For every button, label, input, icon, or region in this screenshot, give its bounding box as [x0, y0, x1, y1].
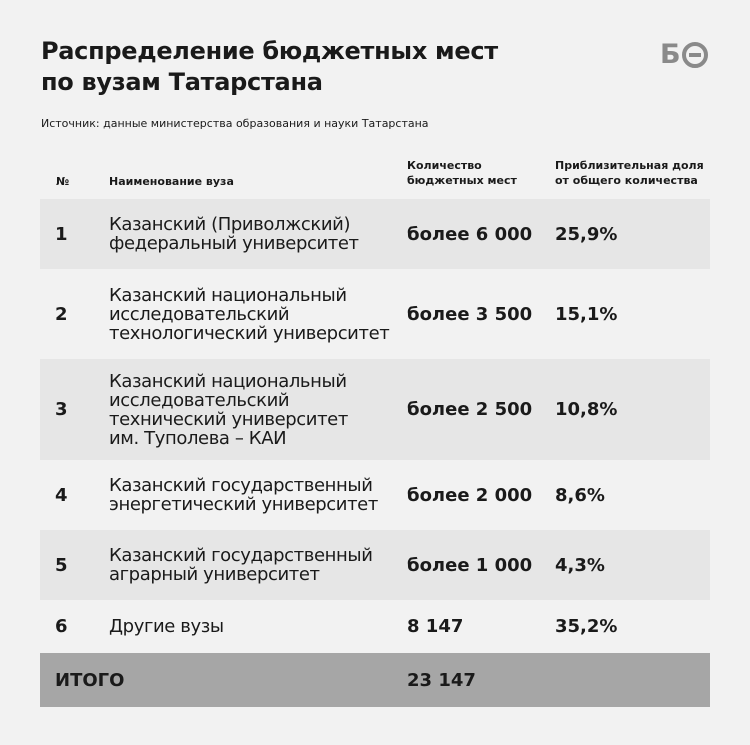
header-seats-line-1: Количество	[407, 159, 482, 172]
row-seats: более 1 000	[407, 554, 533, 576]
row-number: 4	[55, 484, 68, 506]
name-line: исследовательский	[109, 303, 290, 325]
header-share-line-1: Приблизительная доля	[555, 159, 704, 172]
row-number: 1	[55, 223, 68, 245]
total-value: 23 147	[407, 669, 476, 691]
name-line: исследовательский	[109, 389, 290, 411]
name-line: Другие вузы	[109, 616, 224, 637]
row-number: 5	[55, 554, 68, 576]
table-header	[40, 152, 710, 198]
header-share	[555, 158, 704, 188]
name-line: Казанский национальный	[109, 370, 347, 392]
logo-letter-b: Б	[660, 39, 681, 70]
page-title	[41, 36, 601, 98]
header-seats	[407, 158, 517, 188]
row-university-name	[109, 215, 409, 253]
row-university-name	[109, 286, 409, 343]
table-row	[40, 269, 710, 359]
name-line: Казанский государственный	[109, 545, 373, 566]
row-university-name	[109, 546, 409, 584]
name-line: аграрный университет	[109, 564, 320, 585]
row-university-name	[109, 617, 409, 636]
source-note: Источник: данные министерства образования и науки Татарстана	[41, 117, 429, 130]
table-row	[40, 199, 710, 269]
row-share: 25,9%	[555, 223, 618, 245]
name-line: федеральный университет	[109, 233, 359, 254]
row-university-name	[109, 476, 409, 514]
row-seats: более 6 000	[407, 223, 533, 245]
title-line-1: Распределение бюджетных мест	[41, 37, 498, 65]
row-share: 8,6%	[555, 484, 605, 506]
row-share: 35,2%	[555, 616, 618, 637]
table-row	[40, 359, 710, 460]
total-row	[40, 653, 710, 707]
row-number: 6	[55, 616, 68, 637]
row-seats: 8 147	[407, 616, 464, 637]
name-line: технологический университет	[109, 322, 390, 344]
row-share: 4,3%	[555, 554, 605, 576]
row-seats: более 2 500	[407, 399, 533, 420]
header-share-line-2: от общего количества	[555, 174, 698, 187]
row-university-name	[109, 372, 409, 448]
header-number: №	[56, 175, 70, 188]
header-seats-line-2: бюджетных мест	[407, 174, 517, 187]
name-line: Казанский национальный	[109, 284, 347, 306]
row-number: 3	[55, 399, 68, 420]
header-university-name: Наименование вуза	[109, 175, 234, 188]
logo-circle-icon	[682, 42, 708, 68]
name-line: им. Туполева – КАИ	[109, 427, 287, 449]
table-row	[40, 530, 710, 600]
row-share: 10,8%	[555, 399, 618, 420]
row-seats: более 3 500	[407, 303, 533, 325]
total-label: ИТОГО	[55, 669, 125, 691]
name-line: технический университет	[109, 408, 348, 430]
table-row	[40, 460, 710, 530]
name-line: Казанский государственный	[109, 475, 373, 496]
name-line: энергетический университет	[109, 494, 378, 515]
bo-logo	[660, 40, 712, 70]
title-line-2: по вузам Татарстана	[41, 68, 323, 96]
table-row	[40, 600, 710, 653]
row-seats: более 2 000	[407, 484, 533, 506]
row-number: 2	[55, 303, 68, 325]
row-share: 15,1%	[555, 303, 618, 325]
name-line: Казанский (Приволжский)	[109, 214, 351, 235]
